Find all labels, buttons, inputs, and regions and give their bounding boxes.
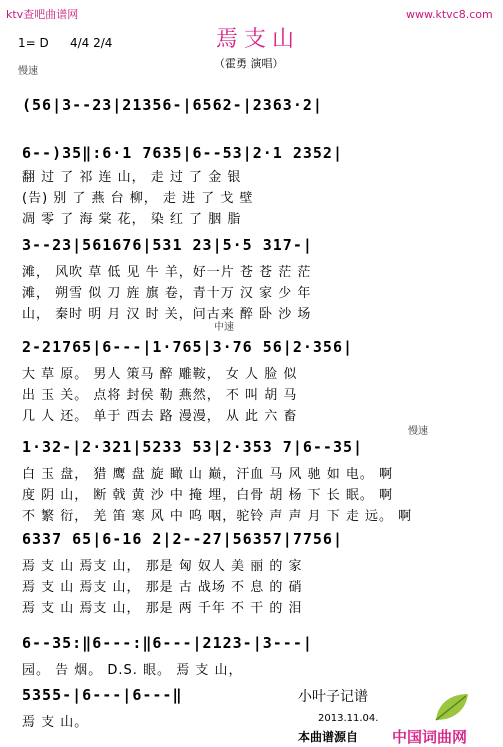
lyric-5-2: 度 阴 山， 断 戟 黄 沙 中 掩 埋，白骨 胡 杨 下 长 眠。 啊 bbox=[22, 488, 393, 503]
notation-line-3: 3--23|561676|531 23|5·5 317-| bbox=[22, 236, 313, 254]
site-right: www.ktvc8.com bbox=[406, 8, 493, 21]
lyric-6-2: 焉 支 山 焉支 山， 那是 古 战场 不 息 的 硝 bbox=[22, 580, 303, 595]
lyric-3-2: 滩， 朔雪 似 刀 旌 旗 卷，青十万 汉 家 少 年 bbox=[22, 286, 312, 301]
lyric-4-1: 大 草 原。 男人 策马 醉 雕鞍， 女 人 脸 似 bbox=[22, 367, 298, 382]
lyric-2-3: 凋 零 了 海 棠 花， 染 红 了 胭 脂 bbox=[22, 212, 242, 227]
notation-line-1: (56|3--23|21356-|6562-|2363·2| bbox=[22, 96, 323, 114]
lyric-6-1: 焉 支 山 焉支 山， 那是 匈 奴人 美 丽 的 家 bbox=[22, 559, 303, 574]
source-label: 本曲谱源自 bbox=[298, 730, 359, 744]
song-title: 焉支山 bbox=[216, 27, 301, 52]
notation-line-6: 6337 65|6-16 2|2--27|56357|7756| bbox=[22, 530, 343, 548]
lyric-3-1: 滩， 风吹 草 低 见 牛 羊，好一片 苍 苍 茫 茫 bbox=[22, 265, 312, 280]
tempo-change-slow: 慢速 bbox=[408, 426, 428, 437]
lyric-4-2: 出 玉 关。 点将 封侯 勒 燕然， 不 叫 胡 马 bbox=[22, 388, 298, 403]
leaf-icon bbox=[432, 690, 472, 724]
tempo-change-medium: 中速 bbox=[214, 322, 234, 333]
lyric-5-1: 白 玉 盘， 猎 鹰 盘 旋 瞰 山 巅，汗血 马 风 驰 如 电。 啊 bbox=[22, 467, 393, 482]
notation-line-4: 2-21765|6---|1·765|3·76 56|2·356| bbox=[22, 338, 354, 356]
lyric-7-1: 园。 告 烟。 D.S. 眼。 焉 支 山， bbox=[22, 663, 243, 678]
time-signature: 4/4 2/4 bbox=[70, 36, 113, 50]
lyric-8-1: 焉 支 山。 bbox=[22, 715, 89, 730]
site-left: ktv查吧曲谱网 bbox=[6, 8, 79, 21]
lyric-4-3: 几 人 还。 单于 西去 路 漫漫， 从 此 六 畜 bbox=[22, 409, 298, 424]
singer-credit: （霍勇 演唱） bbox=[214, 57, 284, 70]
key-signature: 1= D bbox=[18, 36, 49, 50]
lyric-5-3: 不 繁 衍， 羌 笛 寒 风 中 呜 咽，驼铃 声 声 月 下 走 远。 啊 bbox=[22, 509, 413, 524]
source-site: 中国词曲网 bbox=[392, 728, 468, 746]
notation-line-7: 6--35:‖6---:‖6---|2123-|3---| bbox=[22, 634, 313, 652]
lyric-6-3: 焉 支 山 焉支 山， 那是 两 千年 不 干 的 泪 bbox=[22, 601, 303, 616]
transcriber-signature: 小叶子记谱 bbox=[298, 689, 368, 705]
lyric-3-3: 山， 秦时 明 月 汉 时 关，问古来 醉 卧 沙 场 bbox=[22, 307, 312, 322]
notation-line-2: 6--)35‖:6·1 7635|6--53|2·1 2352| bbox=[22, 144, 343, 162]
notation-line-8: 5355-|6---|6---‖ bbox=[22, 686, 183, 704]
transcription-date: 2013.11.04. bbox=[318, 713, 379, 724]
lyric-2-1: 翻 过 了 祁 连 山， 走 过 了 金 银 bbox=[22, 170, 242, 185]
tempo-marking: 慢速 bbox=[18, 66, 38, 77]
notation-line-5: 1·32-|2·321|5233 53|2·353 7|6--35| bbox=[22, 438, 364, 456]
lyric-2-2: (告) 别 了 燕 台 柳， 走 进 了 戈 壁 bbox=[22, 191, 254, 206]
